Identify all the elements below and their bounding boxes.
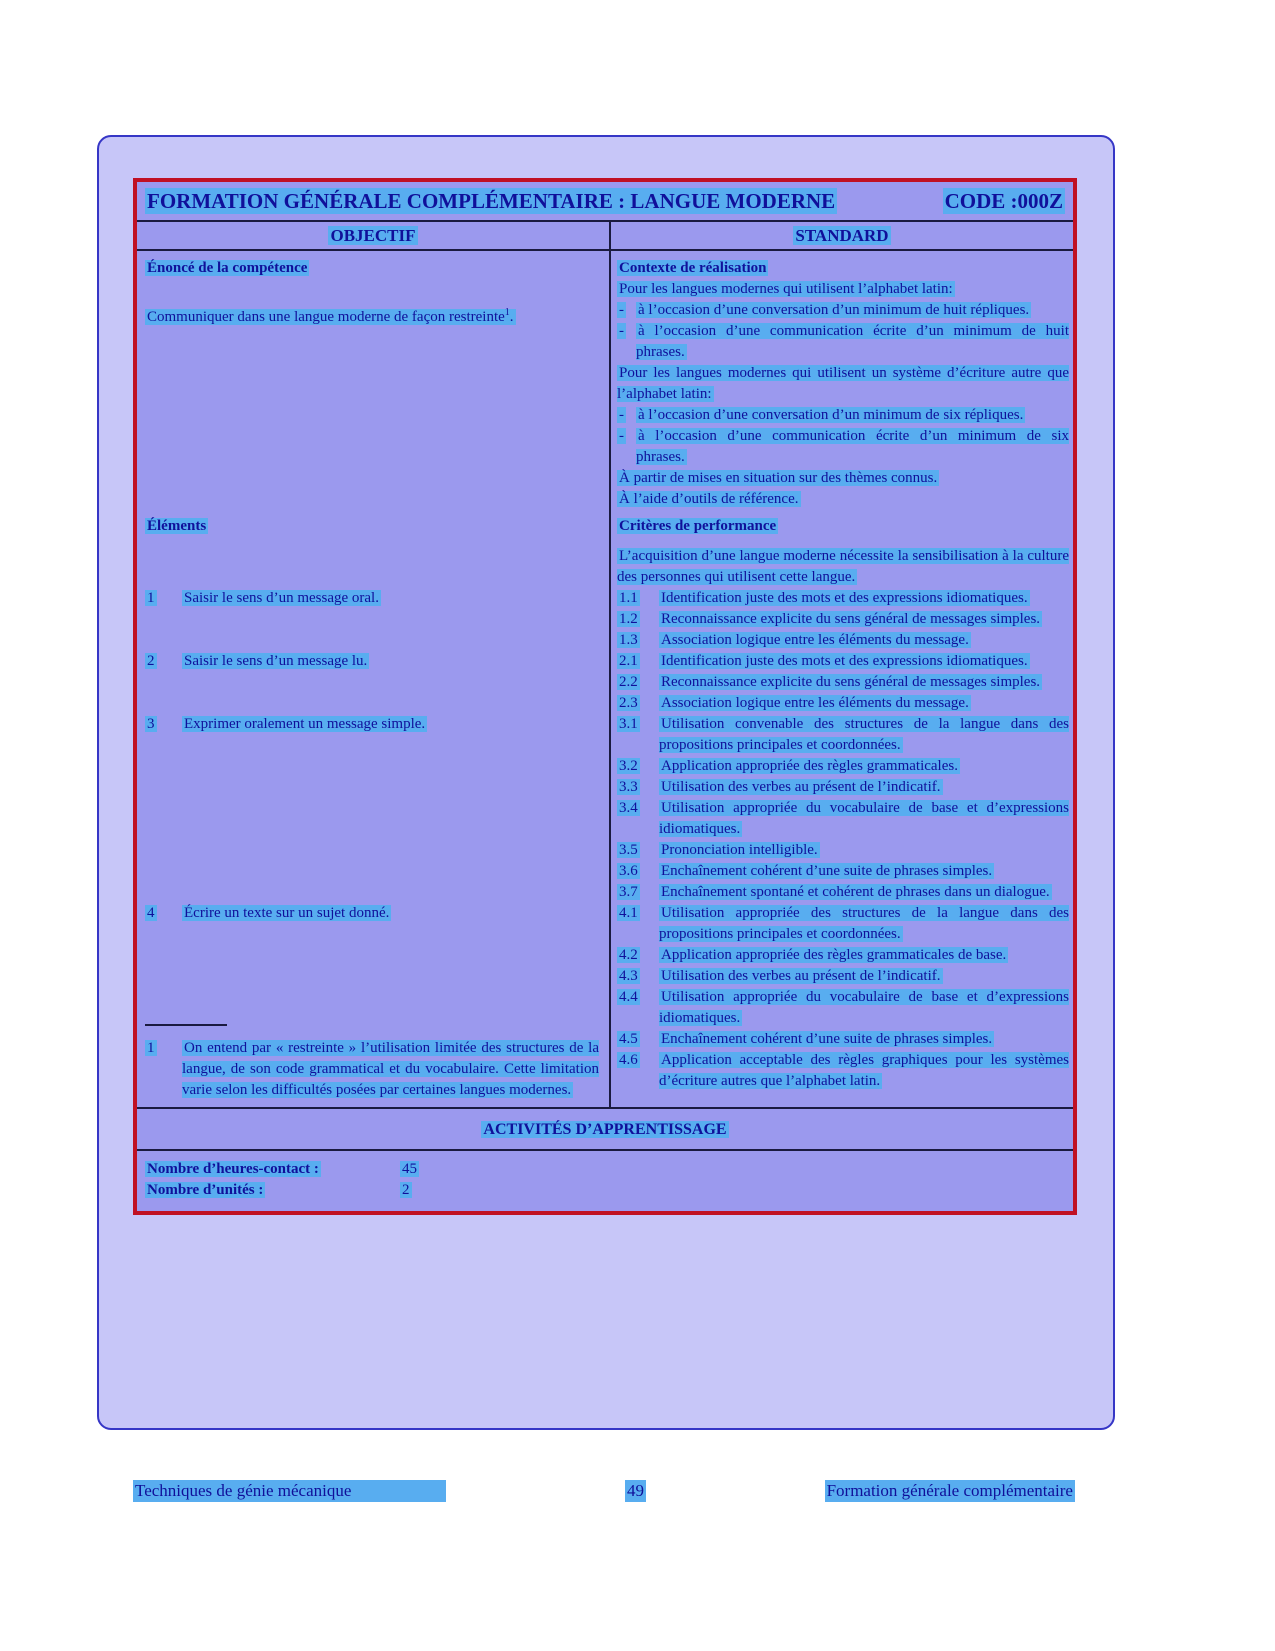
criterion-text: Association logique entre les éléments du message. <box>661 632 969 648</box>
element-text: Saisir le sens d’un message oral. <box>184 590 379 606</box>
bullet-text: à l’occasion d’une conversation d’un minimum de huit répliques. <box>638 302 1030 318</box>
contexte-bullet <box>617 426 1069 468</box>
criterion-number: 2.1 <box>619 653 638 669</box>
criterion <box>617 1029 1069 1050</box>
contexte-line: À l’aide d’outils de référence. <box>619 491 799 507</box>
activities-heading: ACTIVITÉS D’APPRENTISSAGE <box>483 1121 727 1138</box>
bullet-dash: - <box>619 323 624 339</box>
totals-section <box>137 1151 1073 1211</box>
element-number: 4 <box>147 905 155 921</box>
element-number: 3 <box>147 716 155 732</box>
criterion-number: 3.6 <box>619 863 638 879</box>
criterion-number: 1.2 <box>619 611 638 627</box>
footnote-number: 1 <box>147 1040 155 1056</box>
criterion <box>617 714 1069 756</box>
activities-row <box>137 1109 1073 1151</box>
units-line <box>145 1180 1065 1201</box>
criteria-group-2 <box>611 651 1073 714</box>
bullet-dash: - <box>619 302 624 318</box>
criterion-text: Enchaînement spontané et cohérent de phrases dans un dialogue. <box>661 884 1050 900</box>
bullet-dash: - <box>619 407 624 423</box>
element-number: 1 <box>147 590 155 606</box>
enonce-cell <box>137 251 611 516</box>
criterion <box>617 609 1069 630</box>
units-label: Nombre d’unités : <box>147 1182 264 1198</box>
criterion <box>617 588 1069 609</box>
hours-label: Nombre d’heures-contact : <box>147 1161 319 1177</box>
table-body <box>137 251 1073 1109</box>
criterion-number: 3.3 <box>619 779 638 795</box>
footer-page-number: 49 <box>627 1481 644 1500</box>
contexte-line: À partir de mises en situation sur des thèmes connus. <box>619 470 938 486</box>
elements-heading: Éléments <box>147 518 207 534</box>
criterion-text: Reconnaissance explicite du sens général de messages simples. <box>661 674 1041 690</box>
criterion <box>617 777 1069 798</box>
criterion-text: Identification juste des mots et des expressions idiomatiques. <box>661 653 1028 669</box>
element-item <box>145 651 599 672</box>
units-value: 2 <box>402 1182 410 1198</box>
element-text: Saisir le sens d’un message lu. <box>184 653 368 669</box>
criterion <box>617 651 1069 672</box>
element-cell-2 <box>137 651 611 714</box>
criteria-group-1 <box>611 588 1073 651</box>
criterion-number: 3.7 <box>619 884 638 900</box>
criterion <box>617 840 1069 861</box>
page-footer <box>133 1480 1075 1502</box>
criterion <box>617 966 1069 987</box>
elements-heading-cell <box>137 516 611 588</box>
bullet-dash: - <box>619 428 624 444</box>
criterion-number: 3.2 <box>619 758 638 774</box>
criterion <box>617 630 1069 651</box>
bullet-text: à l’occasion d’une communication écrite d’un minimum de six phrases. <box>636 428 1069 465</box>
criterion-number: 4.4 <box>619 989 638 1005</box>
hours-line <box>145 1159 1065 1180</box>
criterion-text: Association logique entre les éléments du message. <box>661 695 969 711</box>
course-code: CODE :000Z <box>944 189 1063 213</box>
criterion-text: Application appropriée des règles grammaticales. <box>661 758 958 774</box>
column-header-row <box>137 222 1073 251</box>
criteres-intro: L’acquisition d’une langue moderne nécessite la sensibilisation à la culture des personnes qui utilisent cette langue. <box>617 548 1069 585</box>
criterion-number: 1.3 <box>619 632 638 648</box>
objectif-column-header: OBJECTIF <box>137 222 611 249</box>
criterion-text: Application acceptable des règles graphiques pour les systèmes d’écriture autres que l’alphabet latin. <box>659 1052 1069 1089</box>
element-cell-3 <box>137 714 611 903</box>
criteria-group-3 <box>611 714 1073 903</box>
criterion <box>617 672 1069 693</box>
contexte-heading: Contexte de réalisation <box>619 260 767 276</box>
bullet-text: à l’occasion d’une conversation d’un minimum de six répliques. <box>638 407 1024 423</box>
enonce-heading: Énoncé de la compétence <box>147 260 308 276</box>
criterion-text: Utilisation appropriée du vocabulaire de base et d’expressions idiomatiques. <box>659 989 1069 1026</box>
element-number: 2 <box>147 653 155 669</box>
criterion-number: 4.3 <box>619 968 638 984</box>
criterion-text: Identification juste des mots et des expressions idiomatiques. <box>661 590 1028 606</box>
contexte-bullet <box>617 405 1069 426</box>
criterion-text: Utilisation des verbes au présent de l’indicatif. <box>661 779 941 795</box>
contexte-cell <box>611 251 1073 516</box>
criterion-number: 2.2 <box>619 674 638 690</box>
criterion <box>617 945 1069 966</box>
criterion-number: 1.1 <box>619 590 638 606</box>
footnote-reference: 1 <box>504 307 510 318</box>
criterion-text: Prononciation intelligible. <box>661 842 818 858</box>
criteres-heading-cell <box>611 516 1073 588</box>
criterion <box>617 861 1069 882</box>
criterion-number: 4.2 <box>619 947 638 963</box>
element-cell-1 <box>137 588 611 651</box>
course-table <box>133 178 1077 1215</box>
footer-section: Formation générale complémentaire <box>826 1481 1073 1500</box>
criterion-number: 3.5 <box>619 842 638 858</box>
contexte-bullet <box>617 321 1069 363</box>
criterion-text: Utilisation appropriée des structures de la langue dans des propositions principales et coordonnées. <box>659 905 1069 942</box>
criterion-number: 3.4 <box>619 800 638 816</box>
criterion-text: Utilisation convenable des structures de la langue dans des propositions principales et coordonnées. <box>659 716 1069 753</box>
footer-program: Techniques de génie mécanique <box>133 1480 446 1502</box>
criterion-number: 4.1 <box>619 905 638 921</box>
hours-value: 45 <box>402 1161 417 1177</box>
criterion-text: Enchaînement cohérent d’une suite de phrases simples. <box>661 863 993 879</box>
criterion-text: Enchaînement cohérent d’une suite de phrases simples. <box>661 1031 993 1047</box>
criterion <box>617 693 1069 714</box>
element-cell-4 <box>137 903 611 1107</box>
element-item <box>145 588 599 609</box>
competence-statement: Communiquer dans une langue moderne de façon restreinte$^1$. <box>147 307 514 325</box>
criterion-number: 4.6 <box>619 1052 638 1068</box>
contexte-intro: Pour les langues modernes qui utilisent un système d’écriture autre que l’alphabet latin: <box>617 365 1069 402</box>
element-item <box>145 903 599 924</box>
criterion-number: 4.5 <box>619 1031 638 1047</box>
footnote-rule <box>145 1024 227 1026</box>
document-title: FORMATION GÉNÉRALE COMPLÉMENTAIRE : LANGUE MODERNE <box>147 189 836 213</box>
criterion-text: Utilisation des verbes au présent de l’indicatif. <box>661 968 941 984</box>
criterion-text: Reconnaissance explicite du sens général de messages simples. <box>661 611 1041 627</box>
criterion <box>617 1050 1069 1092</box>
footnote <box>145 1024 599 1101</box>
document-title-row <box>137 182 1073 222</box>
footnote-text: On entend par « restreinte » l’utilisation limitée des structures de la langue, de son code grammatical et du vocabulaire. Cette limitation varie selon les difficultés posées par certaines langues modernes. <box>182 1040 599 1098</box>
criterion-number: 3.1 <box>619 716 638 732</box>
bullet-text: à l’occasion d’une communication écrite d’un minimum de huit phrases. <box>636 323 1069 360</box>
criterion <box>617 903 1069 945</box>
criterion-number: 2.3 <box>619 695 638 711</box>
criterion <box>617 882 1069 903</box>
criterion-text: Utilisation appropriée du vocabulaire de base et d’expressions idiomatiques. <box>659 800 1069 837</box>
element-text: Exprimer oralement un message simple. <box>184 716 426 732</box>
contexte-intro: Pour les langues modernes qui utilisent l’alphabet latin: <box>619 281 953 297</box>
criterion <box>617 756 1069 777</box>
element-text: Écrire un texte sur un sujet donné. <box>184 905 390 921</box>
element-item <box>145 714 599 735</box>
criterion <box>617 987 1069 1029</box>
standard-column-header: STANDARD <box>795 226 889 245</box>
criterion <box>617 798 1069 840</box>
criteres-heading: Critères de performance <box>619 518 777 534</box>
criterion-text: Application appropriée des règles grammaticales de base. <box>661 947 1007 963</box>
criteria-group-4 <box>611 903 1073 1107</box>
contexte-bullet <box>617 300 1069 321</box>
